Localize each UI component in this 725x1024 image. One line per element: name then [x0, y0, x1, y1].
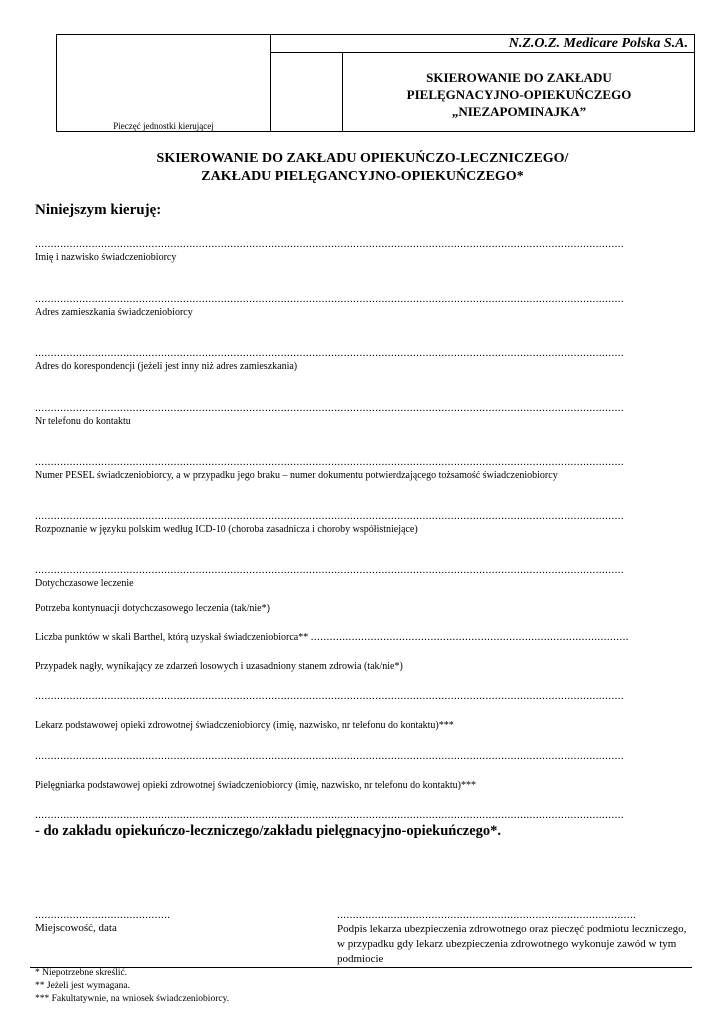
signature-label: Podpis lekarza ubezpieczenia zdrowotnego oraz pieczęć podmiotu leczniczego, w przypadku gdy lekarz ubezpieczenia zdrowotnego wykonuje zawód w tym podmiocie	[337, 923, 687, 965]
barthel-row	[35, 631, 687, 643]
field-label-continuation: Potrzeba kontynuacji dotychczasowego leczenia (tak/nie*)	[35, 603, 270, 614]
field-label-nurse: Pielęgniarka podstawowej opieki zdrowotnej świadczeniobiorcy (imię, nazwisko, nr telefonu do kontaktu)***	[35, 780, 476, 791]
field-label-doctor: Lekarz podstawowej opieki zdrowotnej świadczeniobiorcy (imię, nazwisko, nr telefonu do kontaktu)***	[35, 720, 454, 731]
field-label-emergency: Przypadek nagły, wynikający ze zdarzeń losowych i uzasadniony stanem zdrowia (tak/nie*)	[35, 661, 403, 672]
fill-line-address[interactable]: ...........................................................................................................................................................................................	[35, 293, 625, 305]
fill-line-barthel[interactable]: .....................................................................................................	[310, 631, 629, 643]
table-divider	[270, 35, 271, 132]
footnote-divider	[30, 967, 692, 968]
field-label-name: Imię i nazwisko świadczeniobiorcy	[35, 252, 177, 263]
table-divider	[270, 52, 695, 53]
fill-line-doctor[interactable]: ...........................................................................................................................................................................................	[35, 750, 625, 762]
header-title-line: SKIEROWANIE DO ZAKŁADU	[426, 70, 612, 85]
header-title-line: „NIEZAPOMINAJKA”	[451, 104, 587, 119]
fill-line-emergency[interactable]: ...........................................................................................................................................................................................	[35, 690, 625, 702]
field-label-correspondence: Adres do korespondencji (jeżeli jest inny niż adres zamieszkania)	[35, 361, 298, 372]
footnote: * Niepotrzebne skreślić.	[35, 968, 128, 978]
fill-line-pesel[interactable]: ...........................................................................................................................................................................................	[35, 456, 625, 468]
fill-line-diagnosis[interactable]: ...........................................................................................................................................................................................	[35, 510, 625, 522]
document-title	[0, 150, 725, 186]
company-name: N.Z.O.Z. Medicare Polska S.A.	[508, 36, 688, 51]
field-label-treatment: Dotychczasowe leczenie	[35, 578, 134, 589]
field-label-barthel: Liczba punktów w skali Barthel, którą uzyskał świadczeniobiorca**	[35, 632, 309, 643]
document-title-line: SKIEROWANIE DO ZAKŁADU OPIEKUŃCZO-LECZNICZEGO/	[156, 151, 569, 166]
field-label-pesel: Numer PESEL świadczeniobiorcy, a w przypadku jego braku – numer dokumentu potwierdzającego tożsamość świadczeniobiorcy	[35, 470, 558, 481]
field-label-address: Adres zamieszkania świadczeniobiorcy	[35, 307, 193, 318]
footnote: *** Fakultatywnie, na wniosek świadczeniobiorcy.	[35, 994, 230, 1004]
header-table	[56, 34, 695, 132]
closing-statement: - do zakładu opiekuńczo-leczniczego/zakładu pielęgnacyjno-opiekuńczego*.	[35, 823, 502, 839]
field-label-phone: Nr telefonu do kontaktu	[35, 416, 131, 427]
footnote: ** Jeżeli jest wymagana.	[35, 981, 130, 991]
fill-line-phone[interactable]: ...........................................................................................................................................................................................	[35, 402, 625, 414]
place-date-label: Miejscowość, data	[35, 922, 117, 934]
stamp-label: Pieczęć jednostki kierującej	[113, 121, 214, 131]
fill-line-place-date[interactable]: ...........................................	[35, 909, 171, 921]
field-label-diagnosis: Rozpoznanie w języku polskim według ICD-10 (choroba zasadnicza i choroby współistniejące)	[35, 524, 418, 535]
fill-line-correspondence[interactable]: ...........................................................................................................................................................................................	[35, 347, 625, 359]
document-title-line: ZAKŁADU PIELĘGANCYJNO-OPIEKUŃCZEGO*	[201, 169, 524, 184]
intro-heading: Niniejszym kieruję:	[35, 202, 162, 218]
header-title	[343, 69, 695, 120]
header-title-line: PIELĘGNACYJNO-OPIEKUŃCZEGO	[406, 87, 632, 102]
fill-line-nurse[interactable]: ...........................................................................................................................................................................................	[35, 809, 625, 821]
fill-line-signature[interactable]: ...............................................................................................	[337, 909, 637, 921]
fill-line-treatment[interactable]: ...........................................................................................................................................................................................	[35, 564, 625, 576]
fill-line-name[interactable]: ...........................................................................................................................................................................................	[35, 238, 625, 250]
